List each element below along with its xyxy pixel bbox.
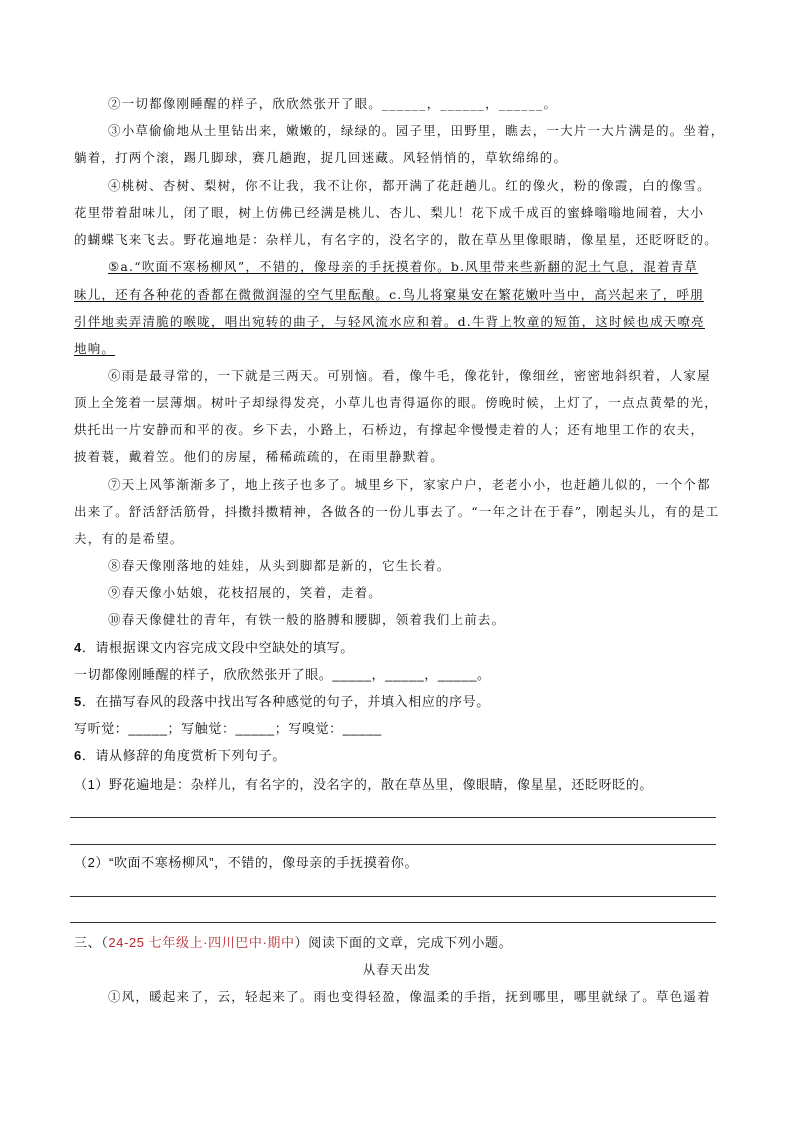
passage-paragraph-5-line-4: 地响。: [74, 341, 116, 356]
section-3-heading: [74, 934, 512, 952]
passage-paragraph-10: ⑩春天像健壮的青年，有铁一般的胳膊和腰脚，领着我们上前去。: [108, 612, 506, 627]
question-5-fill-line: 写听觉：_____；写触觉：_____；写嗅觉：_____: [74, 721, 382, 736]
question-4-fill-line: 一切都像刚睡醒的样子，欣欣然张开了眼。_____，_____，_____。: [74, 667, 491, 682]
passage-paragraph-9: ⑨春天像小姑娘，花枝招展的，笑着，走着。: [108, 585, 383, 600]
section-3-source: 24-25 七年级上·四川巴中·期中: [108, 935, 295, 950]
passage-paragraph-4-line-3: 的蝴蝶飞来飞去。野花遍地是：杂样儿，有名字的，没名字的，散在草丛里像眼睛，像星星，还眨呀眨的。: [74, 232, 718, 247]
question-4-number: 4: [74, 640, 82, 655]
passage-paragraph-4-line-1: ④桃树、杏树、梨树，你不让我，我不让你，都开满了花赶趟儿。红的像火，粉的像霞，白的像雪。: [108, 178, 711, 193]
passage-paragraph-5-line-3: 引伴地卖弄清脆的喉咙，唱出宛转的曲子，与轻风流水应和着。d.牛背上牧童的短笛，这时候也成天嘹亮: [74, 314, 705, 329]
passage-paragraph-6-line-3: 烘托出一片安静而和平的夜。乡下去，小路上，石桥边，有撑起伞慢慢走着的人；还有地里工作的农夫，: [74, 422, 705, 437]
question-6-sub-1: （1）野花遍地是：杂样儿，有名字的，没名字的，散在草丛里，像眼睛，像星星，还眨呀眨的。: [74, 777, 654, 792]
passage-paragraph-3-line-2: 躺着，打两个滚，踢几脚球，赛几趟跑，捉几回迷藏。风轻悄悄的，草软绵绵的。: [74, 150, 568, 165]
question-6: [74, 747, 286, 765]
passage-paragraph-5-line-1: ⑤a.“吹面不寒杨柳风”，不错的，像母亲的手抚摸着你。b.风里带来些新翻的泥土气息，混着青草: [108, 259, 699, 274]
passage-paragraph-4-line-2: 花里带着甜味儿，闭了眼，树上仿佛已经满是桃儿、杏儿、梨儿！花下成千成百的蜜蜂嗡嗡地闹着，大小: [74, 205, 705, 220]
question-5-text: ．在描写春风的段落中找出写各种感觉的句子，并填入相应的序号。: [81, 694, 490, 709]
question-6-number: 6: [74, 748, 82, 763]
answer-line[interactable]: [70, 896, 716, 897]
question-5: [74, 693, 490, 711]
article-title: 从春天出发: [362, 962, 432, 977]
question-5-number: 5: [74, 694, 82, 709]
passage-paragraph-6-line-4: 披着蓑，戴着笠。他们的房屋，稀稀疏疏的，在雨里静默着。: [74, 449, 444, 464]
passage-paragraph-5-line-2: 味儿，还有各种花的香都在微微润湿的空气里酝酿。c.鸟儿将窠巢安在繁花嫩叶当中，高兴起来了，呼朋: [74, 287, 704, 302]
passage-paragraph-7-line-2: 出来了。舒活舒活筋骨，抖擞抖擞精神，各做各的一份儿事去了。“一年之计在于春”，刚起头儿，有的是工: [74, 504, 720, 519]
question-6-sub-2: （2）“吹面不寒杨柳风”，不错的，像母亲的手抚摸着你。: [74, 855, 419, 870]
passage-paragraph-6-line-1: ⑥雨是最寻常的，一下就是三两天。可别恼。看，像牛毛，像花针，像细丝，密密地斜织着，人家屋: [108, 368, 711, 383]
answer-line[interactable]: [70, 844, 716, 845]
passage-paragraph-7-line-1: ⑦天上风筝渐渐多了，地上孩子也多了。城里乡下，家家户户，老老小小，也赶趟儿似的，一个个都: [108, 477, 711, 492]
question-4: [74, 639, 354, 657]
answer-line[interactable]: [70, 922, 716, 923]
section-3-prefix: 三、（: [74, 935, 109, 950]
passage-paragraph-6-line-2: 顶上全笼着一层薄烟。树叶子却绿得发亮，小草儿也青得逼你的眼。傍晚时候，上灯了，一点点黄晕的光，: [74, 395, 718, 410]
answer-line[interactable]: [70, 817, 716, 818]
question-4-text: ．请根据课文内容完成文段中空缺处的填写。: [81, 640, 354, 655]
question-6-text: ．请从修辞的角度赏析下列句子。: [81, 748, 286, 763]
article-paragraph-1: ①风，暖起来了，云，轻起来了。雨也变得轻盈，像温柔的手指，抚到哪里，哪里就绿了。草色遥着: [108, 989, 711, 1004]
section-3-suffix: ）阅读下面的文章，完成下列小题。: [294, 935, 513, 950]
passage-paragraph-2: ②一切都像刚睡醒的样子，欣欣然张开了眼。______，______，______。: [108, 96, 558, 111]
passage-paragraph-7-line-3: 夫，有的是希望。: [74, 531, 184, 546]
passage-paragraph-8: ⑧春天像刚落地的娃娃，从头到脚都是新的，它生长着。: [108, 558, 451, 573]
passage-paragraph-3-line-1: ③小草偷偷地从土里钻出来，嫩嫩的，绿绿的。园子里，田野里，瞧去，一大片一大片满是的。坐着，: [108, 123, 725, 138]
